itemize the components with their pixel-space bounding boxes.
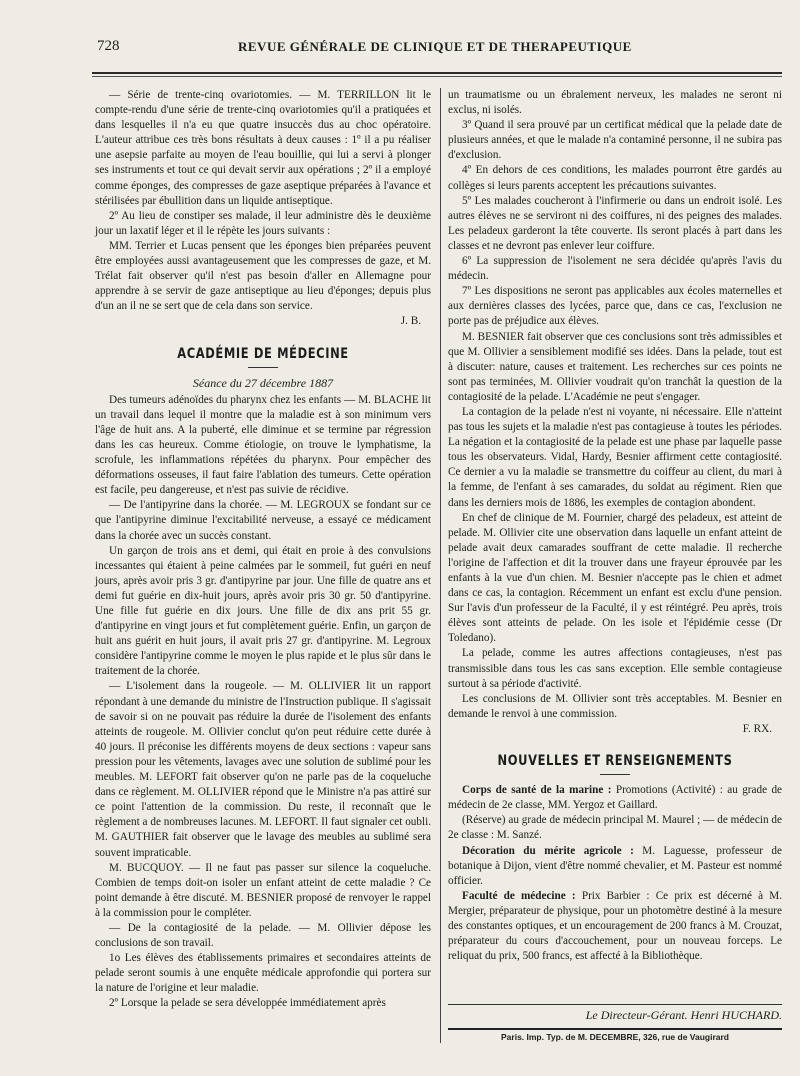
paragraph: 7º Les dispositions ne seront pas applicables aux écoles maternelles et aux dernières classes des lycées, parce que, dans ce cas, l'exclusion ne porte pas de préjudice aux élèves. bbox=[448, 285, 782, 328]
column-divider bbox=[440, 88, 441, 1043]
paragraph: 5º Les malades coucheront à l'infirmerie ou dans un endroit isolé. Les autres élèves ne se serviront ni des coiffures, ni des peignes des malades. Les peladeux garderont la tête couverte. Ils seront placés à part dans les classes et ne devront pas enlever leur coiffure. bbox=[448, 194, 782, 252]
left-column bbox=[95, 88, 431, 1012]
news-item: (Réserve) au grade de médecin principal M. Maurel ; — de médecin de 2e classe : M. Sanzé. bbox=[448, 814, 782, 842]
footer-rule bbox=[448, 1004, 782, 1005]
paragraph: Les conclusions de M. Ollivier sont très acceptables. M. Besnier en demande le renvoi à une commission. bbox=[448, 692, 782, 720]
director-signature: Le Directeur-Gérant. Henri HUCHARD. bbox=[585, 1008, 782, 1022]
running-title: REVUE GÉNÉRALE DE CLINIQUE ET DE THERAPEUTIQUE bbox=[238, 39, 632, 54]
page-number: 728 bbox=[97, 38, 120, 54]
news-text: M. Laguesse, professeur de botanique à Dijon, vient d'être nommé chevalier, et M. Pasteur est nommé officier. bbox=[448, 844, 782, 887]
paragraph: M. BESNIER fait observer que ces conclusions sont très admissibles et que M. Ollivier a sensiblement modifié ses idées. Dans la pelade, tout est à discuter: nature, causes et traitement. Les recherches sur ces points ne sont pas terminées, M. Ollivier voudrait qu'on tranchât la question de la contagiosité de la pelade. L'Académie ne peut s'engager. bbox=[448, 330, 782, 403]
printer-line: Paris. Imp. Typ. de M. DECEMBRE, 326, rue de Vaugirard bbox=[501, 1032, 729, 1042]
paragraph: 3º Quand il sera prouvé par un certificat médical que la pelade date de plusieurs années, et que le malade n'a contaminé personne, il ne subira pas d'exclusion. bbox=[448, 119, 782, 162]
header-rule bbox=[92, 72, 782, 74]
paragraph: 2º Au lieu de constiper ses malade, il leur administre dès le deuxième jour un laxatif léger et il le répète les jours suivants : bbox=[95, 209, 431, 237]
news-text: Promotions (Activité) : au grade de médecin de 2e classe, MM. Yergoz et Gaillard. bbox=[448, 784, 783, 812]
header-rule-thin bbox=[92, 76, 782, 77]
news-item bbox=[448, 889, 782, 964]
signature: J. B. bbox=[400, 315, 421, 328]
paragraph: — L'isolement dans la rougeole. — M. OLLIVIER lit un rapport répondant à une demande du ministre de l'Instruction publique. Il s'agissait de savoir si on ne pouvait pas réduire la durée de l'isolement des enfants atteints de rougeole. M. Ollivier conclut qu'on peut réduire cette durée à 40 jours. Il préconise les différents moyens de deux sections : vapeur sans pression pour les vêtements, lavages avec une solution de sublimé pour les meubles. M. LEFORT fait observer qu'on ne parle pas de la coqueluche dans ce règlement. M. OLLIVIER répond que le Ministre n'a pas attiré sur ce point l'attention de la commission. Du reste, il reconnaît que le règlement a de nombreuses lacunes. M. LEFORT. Il faut signaler cet oubli. M. GAUTHIER fait observer que le lavage des meubles au sublimé sera souvent impraticable. bbox=[95, 680, 431, 859]
paragraph: Un garçon de trois ans et demi, qui était en proie à des convulsions incessantes qui étaient à peine calmées par le sommeil, fut guéri en neuf jours, après avoir pris 3 gr. d'antipyrine par jour. Une fille de quatre ans et demi fut guérie en dix-huit jours, après avoir pris 30 gr. 50 d'antipyrine. Une fille fut guérie en dix jours. Une fille de dix ans prit 55 gr. d'antipyrine en vingt jours et fut complètement guérie. Enfin, un garçon de huit ans guérit en huit jours, il avait pris 27 gr. d'antipyrine. M. Legroux considère l'antipyrine comme le moyen le plus rapide et le plus sûr dans le traitement de la chorée. bbox=[95, 544, 431, 678]
paragraph: 4º En dehors de ces conditions, les malades pourront être gardés au collèges si leurs parents acceptent les précautions suivantes. bbox=[448, 164, 782, 192]
news-label: Corps de santé de la marine : bbox=[462, 784, 612, 797]
footer-rule-thick bbox=[448, 1028, 782, 1030]
news-label: Décoration du mérite agricole : bbox=[462, 844, 634, 857]
paragraph: 2º Lorsque la pelade se sera développée immédiatement après bbox=[109, 997, 386, 1010]
news-item bbox=[448, 844, 782, 889]
paragraph: En chef de clinique de M. Fournier, chargé des peladeux, est atteint de pelade. M. Ollivier cite une observation dans laquelle un enfant atteint de pelade avait deux camarades souffrant de cette maladie. Il recherche l'origine de l'affection et dit la trouver dans une frayeur éprouvée par les enfants à la vue d'un chien. M. Besnier n'accepte pas le chien et admet dans ce cas, la contagion. Récemment un enfant est exclu d'une pension. Sur l'avis d'un professeur de la Faculté, il y est réintégré. Peu après, trois élèves sont atteints de pelade. On les isole et l'épidémie cesse (Dr Toledano). bbox=[448, 511, 782, 645]
paragraph: La contagion de la pelade n'est ni voyante, ni nécessaire. Elle n'atteint pas tous les sujets et la maladie n'est pas contagieuse à toutes les périodes. La négation et la contagiosité de la pelade est une phase par laquelle passe tous les observateurs. Vidal, Hardy, Besnier affirment cette contagiosité. Ce dernier a vu la maladie se transmettre du coiffeur au client, du mari à la femme, de l'enfant à ses camarades, du soldat au régiment. Rien que dans les derniers mois de 1886, les exemples de contagion abondent. bbox=[448, 405, 782, 509]
paragraph: Des tumeurs adénoïdes du pharynx chez les enfants — M. BLACHE lit un travail dans lequel il montre que la maladie est à son minimum vers l'âge de huit ans. A la puberté, elle diminue et se termine par régression dans les cas heureux. Comme étiologie, on trouve le lymphatisme, la scrofule, les inflammations répétées du pharynx. Pour empêcher des déformations osseuses, il faut faire l'ablation des tumeurs. Cette opération est facile, peu dangereuse, et n'est pas suivie de récidive. bbox=[95, 393, 431, 497]
paragraph: — De la contagiosité de la pelade. — M. Ollivier dépose les conclusions de son travail. bbox=[95, 921, 431, 950]
paragraph: M. BUCQUOY. — Il ne faut pas passer sur silence la coqueluche. Combien de temps doit-on isoler un enfant atteint de cette maladie ? Ce point demande à être discuté. M. BESNIER proposé de renvoyer le rappel à la commission pour le compléter. bbox=[95, 861, 431, 919]
session-date: Séance du 27 décembre 1887 bbox=[192, 375, 334, 390]
paragraph: — De l'antipyrine dans la chorée. — M. LEGROUX se fondant sur ce que l'antipyrine diminue l'excitabilité nerveuse, a essayé ce médicament dans la chorée avec un succès constant. bbox=[95, 499, 431, 542]
signature: F. RX. bbox=[742, 722, 772, 735]
section-rule bbox=[248, 367, 278, 368]
paragraph: 1o Les élèves des établissements primaires et secondaires atteints de pelade seront soumis à une enquête médicale approfondie qui portera sur la nature de l'origine et leur maladie. bbox=[95, 952, 431, 995]
section-rule bbox=[600, 774, 630, 775]
paragraph: La pelade, comme les autres affections contagieuses, n'est pas transmissible dans tous les cas sans exception. Elle semble contagieuse surtout à sa période d'activité. bbox=[448, 647, 782, 690]
paragraph: MM. Terrier et Lucas pensent que les éponges bien préparées peuvent être employées aussi avantageusement que les compresses de gaze, et M. Trélat fait observer qu'il n'est pas besoin d'aller en Allemagne pour apprendre à se servir de gaze antiseptique au lieu d'éponges; depuis plus d'un an il ne se sert que de cela dans son service. bbox=[95, 239, 431, 313]
paragraph: un traumatisme ou un ébralement nerveux, les malades ne seront ni exclus, ni isolés. bbox=[448, 89, 782, 117]
paragraph: 6º La suppression de l'isolement ne sera décidée qu'après l'avis du médecin. bbox=[448, 255, 782, 283]
right-column bbox=[448, 88, 782, 964]
news-label: Faculté de médecine : bbox=[462, 889, 576, 902]
page-header bbox=[0, 36, 800, 62]
paragraph: — Série de trente-cinq ovariotomies. — M. TERRILLON lit le compte-rendu d'une série de trente-cinq ovariotomies qu'il a pratiquées et dans lesquelles il n'a eu que quatre insuccès dus au choc opératoire. L'auteur attribue ces très bons résultats à deux causes : 1º il a pu réaliser une asepsie parfaite au moyen de l'eau bouillie, qui lui a servi à plonger ses instruments et tout ce qui devait servir aux opérations ; 2º il a employé comme éponges, des compresses de gaze aseptique préparées à l'avance et stérilisées par ébullition dans un liquide antiseptique. bbox=[95, 89, 431, 207]
news-text: Prix Barbier : Ce prix est décerné à M. Mergier, préparateur de physique, pour un photomètre destiné à la mesure des constantes optiques, et un encouragement de 200 francs à M. Crouzat, préparateur du cours d'accouchement, pour un nouveau forceps. Le reliquat du prix, 500 francs, est affecté à la Bibliothèque. bbox=[448, 889, 783, 963]
news-item bbox=[448, 783, 782, 813]
section-heading: ACADÉMIE DE MÉDECINE bbox=[177, 343, 349, 362]
section-heading: NOUVELLES ET RENSEIGNEMENTS bbox=[497, 751, 733, 769]
